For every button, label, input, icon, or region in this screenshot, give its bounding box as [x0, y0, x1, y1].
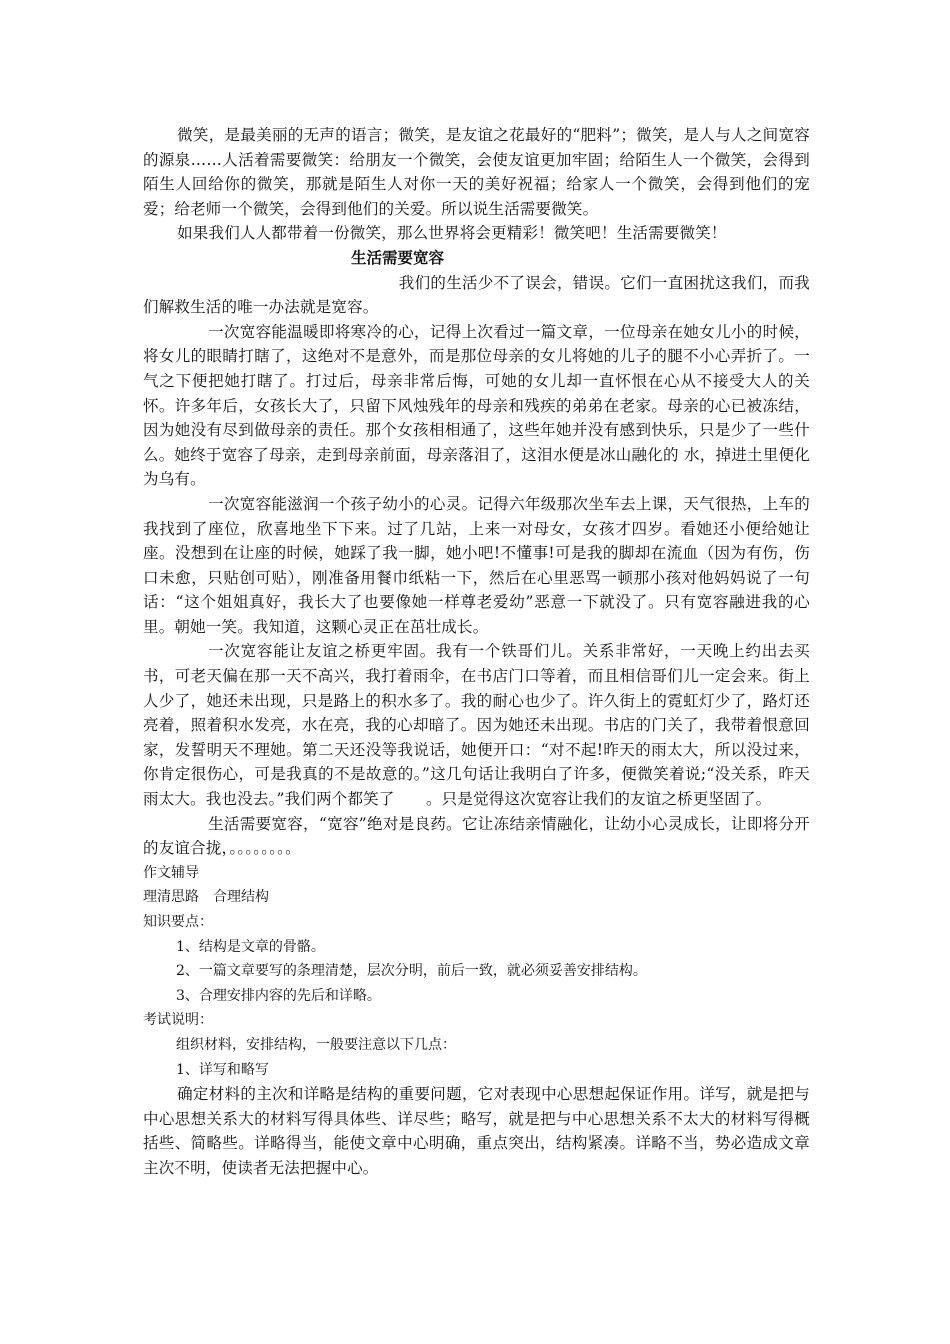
essay-paragraph: 一次宽容能温暖即将寒冷的心，记得上次看过一篇文章，一位母亲在她女儿小的时候，将女儿的眼睛打瞎了，这绝对不是意外，而是那位母亲的女儿将她的儿子的腿不小心弄折了。一气之下便把她打瞎了。打过后，母亲非常后悔，可她的女儿却一直怀恨在心从不接受大人的关怀。许多年后，女孩长大了，只留下风烛残年的母亲和残疾的弟弟在老家。母亲的心已被冻结，因为她没有尽到做母亲的责任。那个女孩相相通了，这些年她并没有感到快乐，只是少了一些什么。她终于宽容了母亲，走到母亲前面，母亲落泪了，这泪水便是冰山融化的 水，掉进土里便化为乌有。	[143, 322, 810, 489]
exam-label: 考试说明：	[143, 1012, 213, 1029]
guide-subheading: 理清思路 合理结构	[143, 889, 269, 906]
essay-title: 生活需要宽容	[351, 248, 445, 267]
item-title: 1、详写和略写	[176, 1061, 269, 1078]
point-item: 1、结构是文章的骨骼。	[176, 938, 325, 955]
intro-section	[143, 123, 810, 246]
document-page	[143, 123, 810, 1181]
exam-intro: 组织材料，安排结构，一般要注意以下几点：	[176, 1036, 456, 1053]
essay-section	[143, 271, 810, 861]
point-item: 2、一篇文章要写的条理清楚，层次分明，前后一致，就必须妥善安排结构。	[176, 963, 647, 980]
essay-paragraph: 我们的生活少不了误会，错误。它们一直困扰这我们，而我们解救生活的唯一办法就是宽容。	[143, 273, 810, 317]
guide-section	[143, 861, 810, 1082]
item-body-section	[143, 1082, 810, 1180]
point-item: 3、合理安排内容的先后和详略。	[176, 987, 381, 1004]
essay-paragraph: 生活需要宽容，“宽容”绝对是良药。它让冻结亲情融化，让幼小心灵成长，让即将分开的友谊合拢，。。。。。。。。	[143, 814, 810, 858]
guide-heading: 作文辅导	[143, 864, 199, 881]
essay-paragraph: 一次宽容能让友谊之桥更牢固。我有一个铁哥们儿。关系非常好，一天晚上约出去买书，可老天偏在那一天不高兴，我打着雨伞，在书店门口等着，而且相信哥们儿一定会来。街上人少了，她还未出现，只是路上的积水多了。我的耐心也少了。许久街上的霓虹灯少了，路灯还亮着，照着积水发亮，水在亮，我的心却暗了。因为她还未出现。书店的门关了，我带着恨意回家，发誓明天不理她。第二天还没等我说话，她便开口：“对不起!昨天的雨太大，所以没过来，你肯定很伤心，可是我真的不是故意的。”这几句话让我明白了许多，便微笑着说;“没关系，昨天雨太大。我也没去。”我们两个都笑了 。只是觉得这次宽容让我们的友谊之桥更坚固了。	[143, 642, 810, 809]
intro-paragraph: 如果我们人人都带着一份微笑，那么世界将会更精彩！微笑吧！生活需要微笑！	[177, 224, 727, 243]
item-body: 确定材料的主次和详略是结构的重要问题，它对表现中心思想起保证作用。详写，就是把与中心思想关系大的材料写得具体些、详尽些；略写，就是把与中心思想关系不太大的材料写得概括些、简略些。详略得当，能使文章中心明确，重点突出，结构紧凑。详略不当，势必造成文章主次不明，使读者无法把握中心。	[143, 1085, 810, 1177]
essay-paragraph: 一次宽容能滋润一个孩子幼小的心灵。记得六年级那次坐车去上课，天气很热，上车的我找到了座位，欣喜地坐下下来。过了几站，上来一对母女，女孩才四岁。看她还小便给她让座。没想到在让座的时候，她踩了我一脚，她小吧!不懂事!可是我的脚却在流血（因为有伤，伤口未愈，只贴创可贴），刚准备用餐巾纸粘一下，然后在心里恶骂一顿那小孩对他妈妈说了一句话：“这个姐姐真好，我长大了也要像她一样尊老爱幼”恶意一下就没了。只有宽容融进我的心里。朝她一笑。我知道，这颗心灵正在茁壮成长。	[143, 494, 810, 636]
intro-paragraph: 微笑，是最美丽的无声的语言；微笑，是友谊之花最好的“肥料”；微笑，是人与人之间宽容的源泉……人活着需要微笑：给朋友一个微笑，会使友谊更加牢固；给陌生人一个微笑，会得到陌生人回给你的微笑，那就是陌生人对你一天的美好祝福；给家人一个微笑，会得到他们的宠爱；给老师一个微笑，会得到他们的关爱。所以说生活需要微笑。	[143, 126, 810, 218]
points-label: 知识要点：	[143, 914, 213, 930]
